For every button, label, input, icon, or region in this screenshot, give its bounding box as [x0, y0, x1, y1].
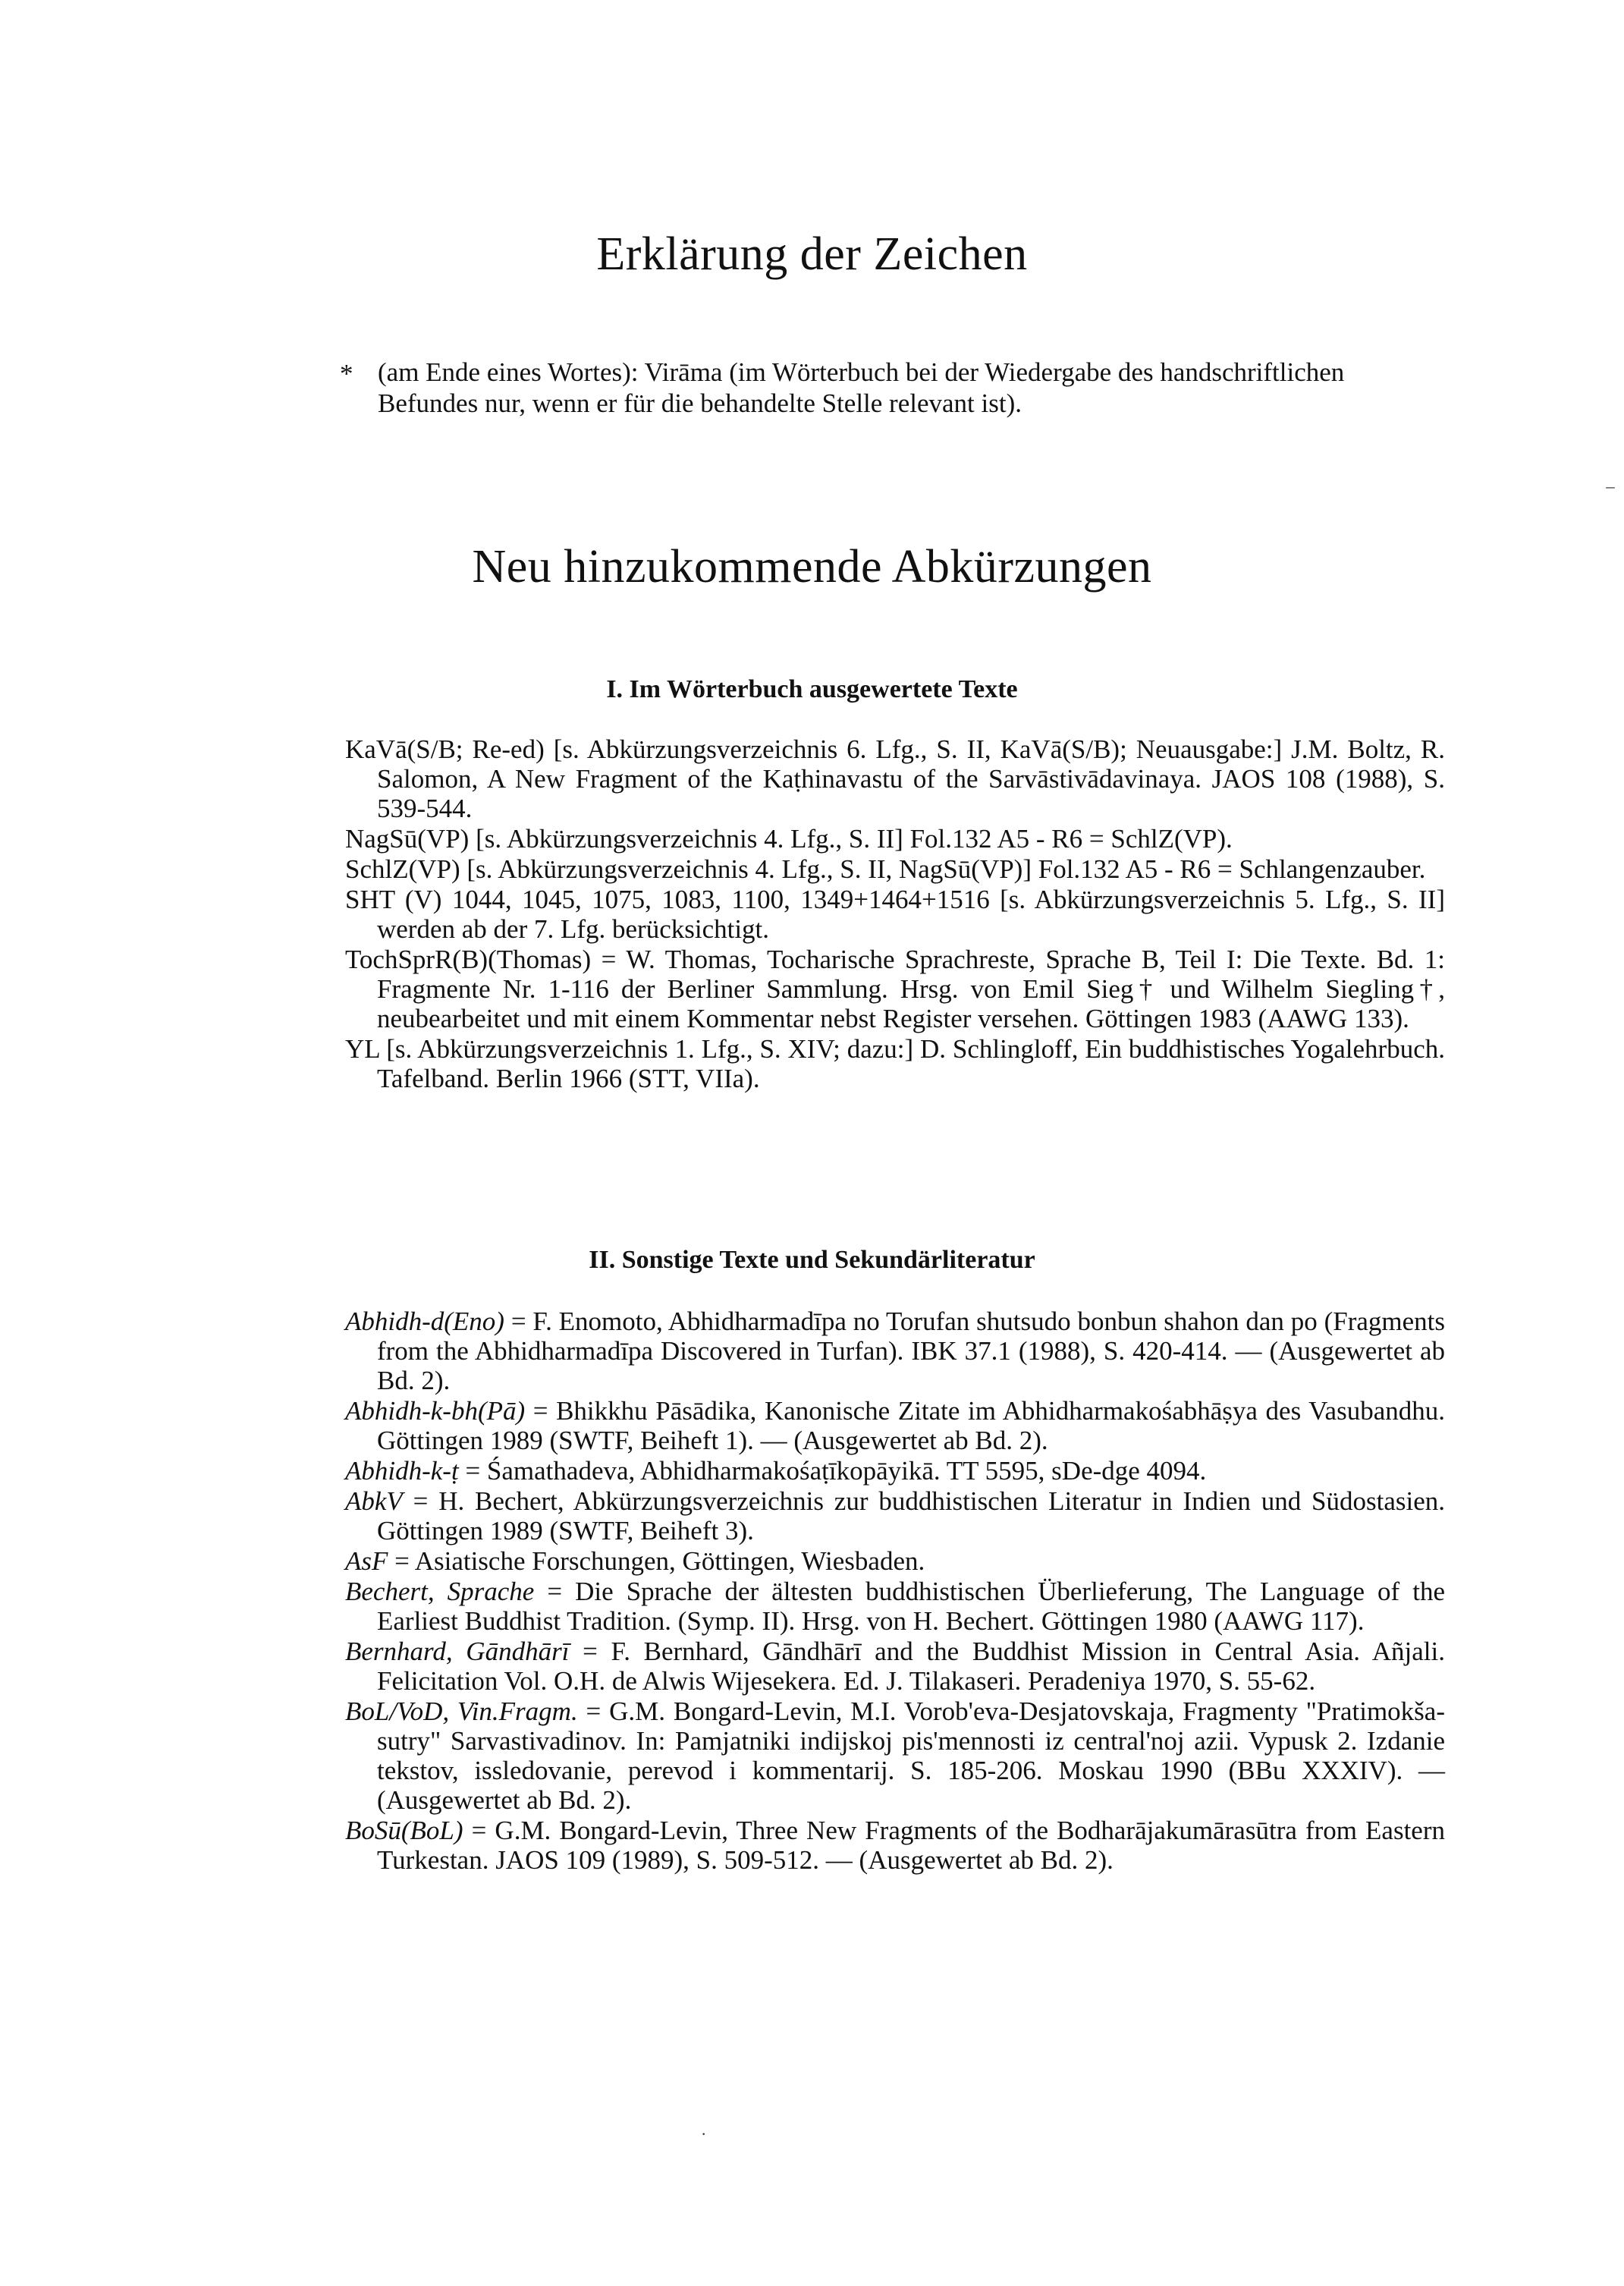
entry-key: Abhidh-d(Eno) — [345, 1307, 504, 1336]
entry-text: = Asiatische Forschungen, Göttingen, Wiesbaden. — [388, 1546, 925, 1576]
entry-text: = G.M. Bongard-Levin, M.I. Vorob'eva-Desjatovskaja, Fragmenty "Pratimokša-sutry" Sarvastivadinov. In: Pamjatniki indijskoj pis'mennosti iz central'noj azii. Vypusk 2. Izdanie tekstov, issledovanie, perevod i kommentarij. S. 185-206. Moskau 1990 (BBu XXXIV). — (Ausgewertet ab Bd. 2). — [377, 1696, 1445, 1815]
note-text: (am Ende eines Wortes): Virāma (im Wörterbuch bei der Wiedergabe des handschriftlichen Befundes nur, wenn er für die behandelte Stelle relevant ist). — [378, 357, 1345, 418]
abbreviation-list-2 — [345, 1307, 1445, 1876]
list-item — [345, 945, 1445, 1033]
entry-key: YL — [345, 1034, 380, 1064]
list-item — [345, 1456, 1445, 1486]
list-item — [345, 1396, 1445, 1455]
note-symbol: * — [340, 359, 353, 388]
entry-key: Bernhard, Gāndhārī — [345, 1637, 570, 1666]
entry-key: Abhidh-k-bh(Pā) — [345, 1396, 526, 1426]
entry-text: = Bhikkhu Pāsādika, Kanonische Zitate im Abhidharmakośabhāṣya des Vasubandhu. Göttingen 1989 (SWTF, Beiheft 1). — (Ausgewertet ab Bd. 2). — [377, 1396, 1445, 1455]
entry-text: = F. Bernhard, Gāndhārī and the Buddhist Mission in Central Asia. Añjali. Felicitation Vol. O.H. de Alwis Wijesekera. Ed. J. Tilakaseri. Peradeniya 1970, S. 55-62. — [377, 1637, 1445, 1696]
entry-key: Bechert, Sprache — [345, 1577, 535, 1606]
abbreviation-list-1 — [345, 734, 1445, 1094]
entry-key: SchlZ(VP) — [345, 854, 460, 884]
entry-key: AbkV — [345, 1486, 403, 1516]
sign-note — [340, 357, 1447, 419]
entry-key: SHT (V) — [345, 885, 442, 914]
list-item — [345, 885, 1445, 944]
entry-key: AsF — [345, 1546, 388, 1576]
scan-dot: · — [701, 2124, 707, 2143]
section-heading-1: I. Im Wörterbuch ausgewertete Texte — [606, 675, 1018, 703]
entry-key: KaVā(S/B; Re-ed) — [345, 734, 545, 764]
entry-key: Abhidh-k-ṭ — [345, 1456, 459, 1486]
list-item — [345, 1577, 1445, 1636]
list-item — [345, 1546, 1445, 1576]
list-item — [345, 1034, 1445, 1093]
section-heading-2: II. Sonstige Texte und Sekundärliteratur — [589, 1246, 1035, 1274]
entry-text: [s. Abkürzungsverzeichnis 6. Lfg., S. II, KaVā(S/B); Neuausgabe:] J.M. Boltz, R. Salomon, A New Fragment of the Kaṭhinavastu of the Sarvāstivādavinaya. JAOS 108 (1988), S. 539-544. — [377, 734, 1445, 823]
entry-text: = H. Bechert, Abkürzungsverzeichnis zur buddhistischen Literatur in Indien und Südostasien. Göttingen 1989 (SWTF, Beiheft 3). — [377, 1486, 1445, 1545]
list-item — [345, 1307, 1445, 1395]
page-title: Erklärung der Zeichen — [596, 228, 1028, 280]
list-item — [345, 1486, 1445, 1545]
list-item — [345, 1637, 1445, 1696]
section-title: Neu hinzukommende Abkürzungen — [472, 541, 1152, 593]
list-item — [345, 1696, 1445, 1815]
list-item — [345, 824, 1445, 854]
entry-key: BoL/VoD, Vin.Fragm. — [345, 1696, 578, 1726]
entry-key: NagSū(VP) — [345, 824, 470, 854]
list-item — [345, 1816, 1445, 1875]
margin-mark: ‾ — [1607, 486, 1614, 511]
entry-text: 1044, 1045, 1075, 1083, 1100, 1349+1464+1516 [s. Abkürzungsverzeichnis 5. Lfg., S. II] werden ab der 7. Lfg. berücksichtigt. — [377, 885, 1445, 944]
entry-text: [s. Abkürzungsverzeichnis 1. Lfg., S. XIV; dazu:] D. Schlingloff, Ein buddhistisches Yogalehrbuch. Tafelband. Berlin 1966 (STT, VIIa). — [377, 1034, 1445, 1093]
list-item — [345, 734, 1445, 823]
entry-key: TochSprR(B)(Thomas) — [345, 945, 592, 974]
entry-text: = Śamathadeva, Abhidharmakośaṭīkopāyikā. TT 5595, sDe-dge 4094. — [458, 1456, 1207, 1486]
entry-text: [s. Abkürzungsverzeichnis 4. Lfg., S. II] Fol.132 A5 - R6 = SchlZ(VP). — [469, 824, 1233, 854]
entry-text: = Die Sprache der ältesten buddhistischen Überlieferung, The Language of the Earliest Buddhist Tradition. (Symp. II). Hrsg. von H. Bechert. Göttingen 1980 (AAWG 117). — [377, 1577, 1445, 1636]
entry-key: BoSū(BoL) — [345, 1816, 463, 1845]
entry-text: = W. Thomas, Tocharische Sprachreste, Sprache B, Teil I: Die Texte. Bd. 1: Fragmente Nr. 1-116 der Berliner Sammlung. Hrsg. von Emil Sieg† und Wilhelm Siegling†, neubearbeitet und mit einem Kommentar nebst Register versehen. Göttingen 1983 (AAWG 133). — [377, 945, 1445, 1033]
entry-text: = G.M. Bongard-Levin, Three New Fragments of the Bodharājakumārasūtra from Eastern Turkestan. JAOS 109 (1989), S. 509-512. — (Ausgewertet ab Bd. 2). — [377, 1816, 1445, 1875]
entry-text: [s. Abkürzungsverzeichnis 4. Lfg., S. II, NagSū(VP)] Fol.132 A5 - R6 = Schlangenzauber. — [460, 854, 1426, 884]
entry-text: = F. Enomoto, Abhidharmadīpa no Torufan shutsudo bonbun shahon dan po (Fragments from the Abhidharmadīpa Discovered in Turfan). IBK 37.1 (1988), S. 420-414. — (Ausgewertet ab Bd. 2). — [377, 1307, 1445, 1395]
list-item — [345, 854, 1445, 884]
